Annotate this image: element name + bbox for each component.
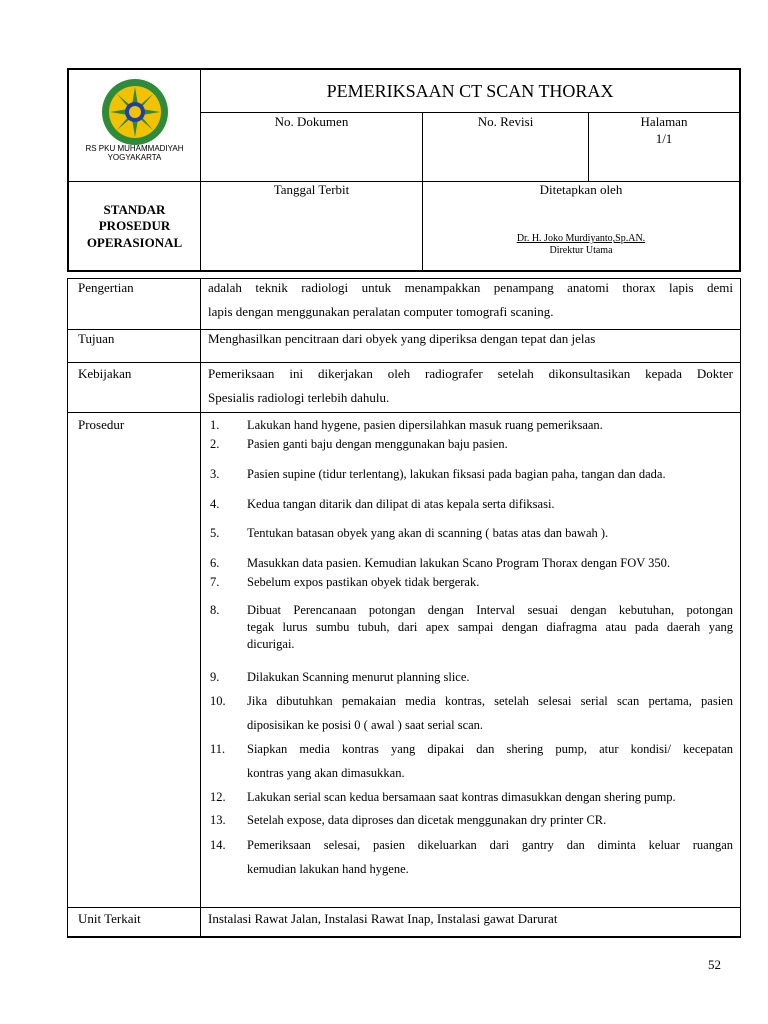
- hospital-logo: [101, 78, 169, 146]
- page-number: 52: [708, 957, 721, 972]
- step-text: kemudian lakukan hand hygene.: [247, 862, 409, 876]
- step-number: 5.: [210, 526, 220, 540]
- no-dokumen-label: No. Dokumen: [274, 114, 349, 129]
- hospital-city: YOGYAKARTA: [107, 153, 162, 162]
- pengertian-text-line2: lapis dengan menggunakan peralatan computer tomografi scaning.: [208, 304, 554, 319]
- tanggal-terbit-label: Tanggal Terbit: [273, 182, 350, 197]
- kebijakan-text-line2: Spesialis radiologi terlebih dahulu.: [208, 390, 390, 405]
- step-text: Masukkan data pasien. Kemudian lakukan Scano Program Thorax dengan FOV 350.: [247, 556, 671, 570]
- signer-name: Dr. H. Joko Murdiyanto,Sp.AN.: [516, 233, 646, 244]
- kebijakan-label: Kebijakan: [78, 366, 132, 381]
- no-revisi-label: No. Revisi: [477, 114, 534, 129]
- step-number: 6.: [210, 556, 220, 570]
- signer-title: Direktur Utama: [549, 245, 613, 256]
- step-text: Lakukan hand hygene, pasien dipersilahkan masuk ruang pemeriksaan.: [247, 418, 603, 432]
- step-number: 7.: [210, 575, 220, 589]
- step-number: 13.: [210, 813, 226, 827]
- hospital-name: RS PKU MUHAMMADIYAH: [85, 144, 184, 153]
- spo-heading-line2: PROSEDUR: [98, 218, 171, 233]
- step-text: Siapkan media kontras yang dipakai dan shering pump, atur kondisi/ kecepatan: [247, 742, 733, 756]
- step-text: Jika dibutuhkan pemakaian media kontras, setelah selesai serial scan pertama, pasien: [247, 694, 733, 708]
- step-text: Tentukan batasan obyek yang akan di scanning ( batas atas dan bawah ).: [247, 526, 609, 540]
- kebijakan-text-line1: Pemeriksaan ini dikerjakan oleh radiografer setelah dikonsultasikan kepada Dokter: [208, 366, 733, 381]
- step-text: Kedua tangan ditarik dan dilipat di atas kepala serta difiksasi.: [247, 497, 555, 511]
- step-text: Pasien ganti baju dengan menggunakan baju pasien.: [247, 437, 508, 451]
- step-number: 9.: [210, 670, 220, 684]
- unit-terkait-label: Unit Terkait: [78, 911, 141, 926]
- step-number: 2.: [210, 437, 220, 451]
- step-number: 3.: [210, 467, 220, 481]
- pengertian-text-line1: adalah teknik radiologi untuk menampakkan penampang anatomi thorax lapis demi: [208, 280, 733, 295]
- spo-heading-line1: STANDAR: [103, 202, 166, 217]
- step-number: 12.: [210, 790, 226, 804]
- step-number: 1.: [210, 418, 220, 432]
- pengertian-label: Pengertian: [78, 280, 134, 295]
- step-number: 14.: [210, 838, 226, 852]
- step-text: Sebelum expos pastikan obyek tidak bergerak.: [247, 575, 480, 589]
- step-number: 8.: [210, 603, 220, 617]
- step-text: tegak lurus sumbu tubuh, dari apex sampai dengan diafragma atau pada daerah yang: [247, 620, 733, 634]
- step-text: Dilakukan Scanning menurut planning slice.: [247, 670, 470, 684]
- step-text: Lakukan serial scan kedua bersamaan saat kontras dimasukkan dengan shering pump.: [247, 790, 676, 804]
- spo-heading-line3: OPERASIONAL: [86, 235, 183, 250]
- tujuan-label: Tujuan: [78, 331, 115, 346]
- step-number: 10.: [210, 694, 226, 708]
- step-number: 4.: [210, 497, 220, 511]
- step-number: 11.: [210, 742, 226, 756]
- halaman-value: 1/1: [655, 131, 673, 146]
- step-text: kontras yang akan dimasukkan.: [247, 766, 405, 780]
- step-text: Dibuat Perencanaan potongan dengan Interval sesuai dengan kebutuhan, potongan: [247, 603, 733, 617]
- unit-terkait-text: Instalasi Rawat Jalan, Instalasi Rawat Inap, Instalasi gawat Darurat: [208, 911, 558, 926]
- step-text: diposisikan ke posisi 0 ( awal ) saat serial scan.: [247, 718, 484, 732]
- halaman-label: Halaman: [640, 114, 688, 129]
- document-title: PEMERIKSAAN CT SCAN THORAX: [326, 81, 614, 101]
- prosedur-label: Prosedur: [78, 417, 125, 432]
- step-text: Setelah expose, data diproses dan dicetak menggunakan dry printer CR.: [247, 813, 607, 827]
- step-text: Pasien supine (tidur terlentang), lakukan fiksasi pada bagian paha, tangan dan dada.: [247, 467, 666, 481]
- step-text: dicurigai.: [247, 637, 295, 651]
- step-text: Pemeriksaan selesai, pasien dikeluarkan dari gantry dan diminta keluar ruangan: [247, 838, 733, 852]
- tujuan-text: Menghasilkan pencitraan dari obyek yang diperiksa dengan tepat dan jelas: [208, 331, 596, 346]
- ditetapkan-oleh-label: Ditetapkan oleh: [539, 182, 623, 197]
